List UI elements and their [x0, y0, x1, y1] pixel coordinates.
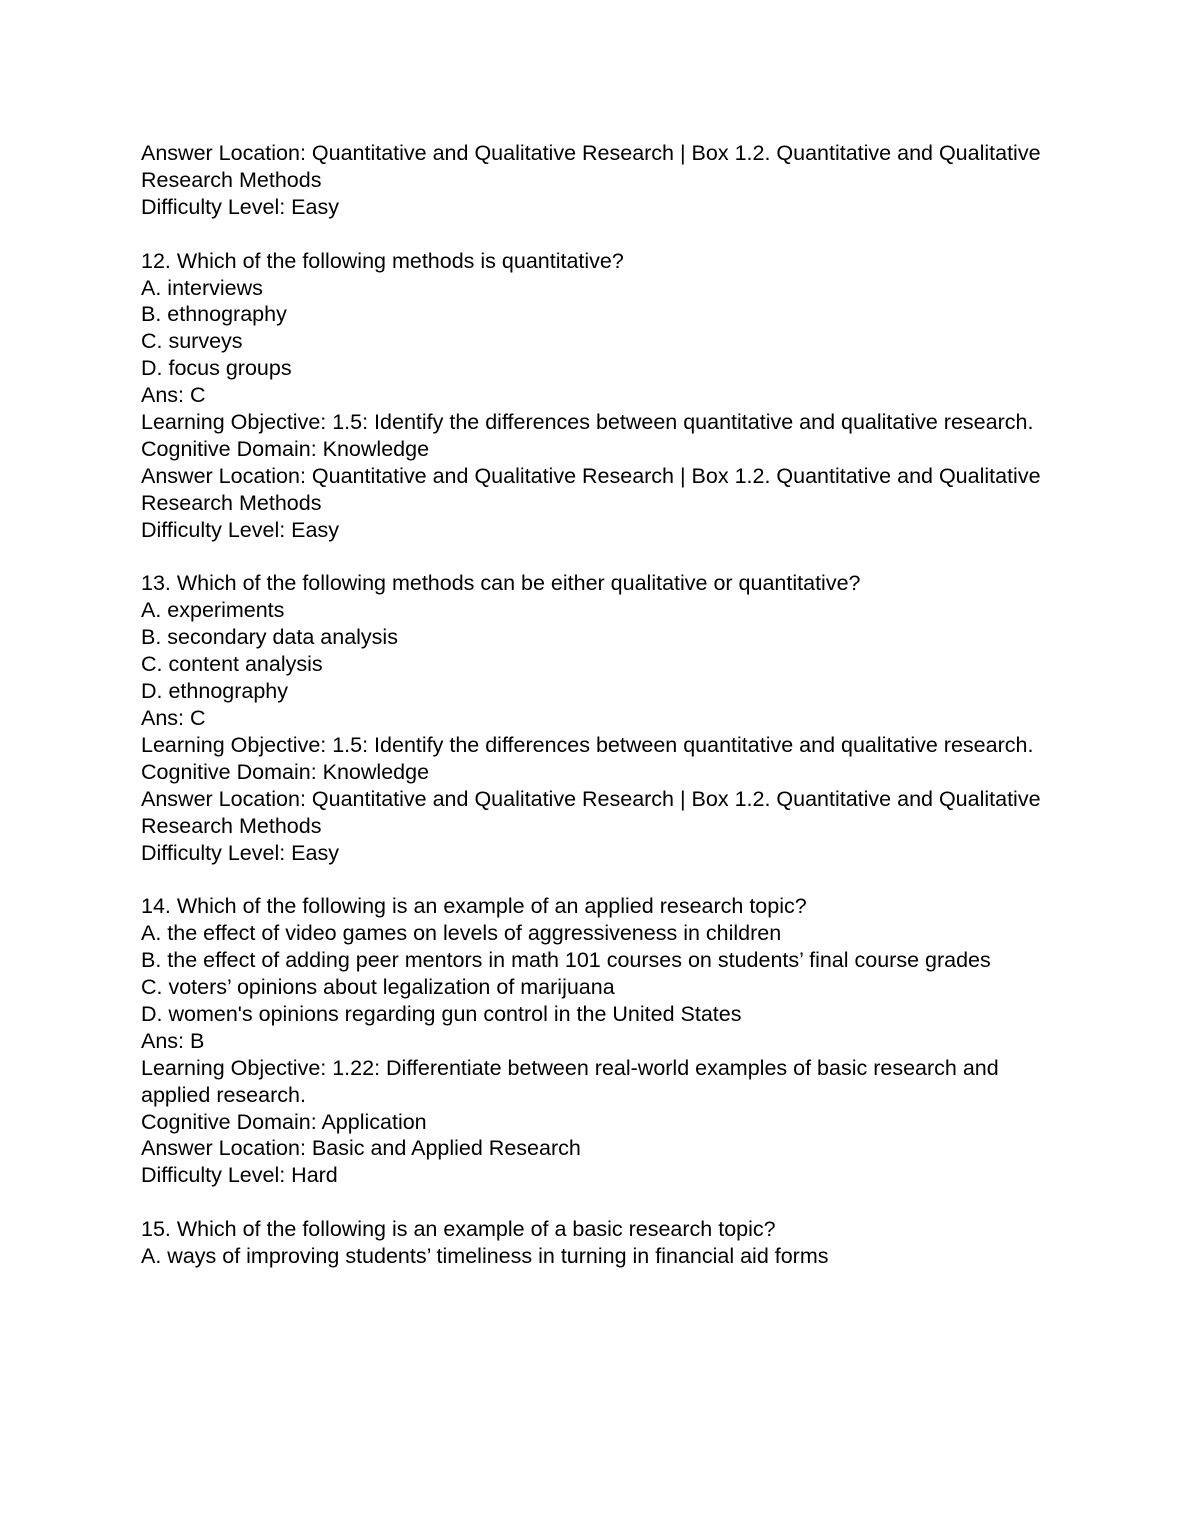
question-12: [141, 248, 1041, 544]
question-text: 14. Which of the following is an example of an applied research topic?: [141, 894, 807, 919]
option-d: D. women's opinions regarding gun control in the United States: [141, 1001, 742, 1026]
answer-location: Answer Location: Quantitative and Qualitative Research | Box 1.2. Quantitative and Qualitative Research Methods: [141, 786, 1041, 838]
answer: Ans: B: [141, 1028, 205, 1053]
option-b: B. secondary data analysis: [141, 625, 398, 650]
question-text: 15. Which of the following is an example of a basic research topic?: [141, 1217, 776, 1242]
option-c: C. content analysis: [141, 652, 323, 677]
option-a: A. the effect of video games on levels of aggressiveness in children: [141, 921, 782, 946]
answer: Ans: C: [141, 383, 206, 408]
difficulty-level: Difficulty Level: Easy: [141, 517, 339, 542]
cognitive-domain: Cognitive Domain: Application: [141, 1109, 427, 1134]
option-b: B. the effect of adding peer mentors in math 101 courses on students’ final course grades: [141, 948, 991, 973]
question-13: [141, 570, 1041, 866]
option-d: D. ethnography: [141, 679, 289, 704]
difficulty-level: Difficulty Level: Easy: [141, 194, 339, 219]
option-a: A. experiments: [141, 598, 285, 623]
learning-objective: Learning Objective: 1.22: Differentiate between real-world examples of basic research and applied research.: [141, 1055, 999, 1107]
cognitive-domain: Cognitive Domain: Knowledge: [141, 436, 430, 461]
cognitive-domain: Cognitive Domain: Knowledge: [141, 759, 430, 784]
learning-objective: Learning Objective: 1.5: Identify the differences between quantitative and qualitative research.: [141, 732, 1034, 757]
option-a: A. ways of improving students’ timeliness in turning in financial aid forms: [141, 1244, 829, 1269]
learning-objective: Learning Objective: 1.5: Identify the differences between quantitative and qualitative research.: [141, 410, 1034, 435]
answer-location: Answer Location: Quantitative and Qualitative Research | Box 1.2. Quantitative and Qualitative Research Methods: [141, 141, 1041, 192]
option-c: C. voters’ opinions about legalization of marijuana: [141, 975, 615, 1000]
question-14: [141, 893, 1041, 1189]
option-d: D. focus groups: [141, 356, 292, 381]
question-text: 13. Which of the following methods can be either qualitative or quantitative?: [141, 571, 861, 596]
question-text: 12. Which of the following methods is quantitative?: [141, 248, 624, 273]
option-b: B. ethnography: [141, 302, 287, 327]
question-15: [141, 1216, 1041, 1270]
difficulty-level: Difficulty Level: Easy: [141, 840, 339, 865]
intro-block: [141, 140, 1041, 221]
option-a: A. interviews: [141, 275, 263, 300]
document-page: [141, 140, 1041, 1270]
difficulty-level: Difficulty Level: Hard: [141, 1163, 338, 1188]
answer: Ans: C: [141, 706, 206, 730]
option-c: C. surveys: [141, 329, 243, 354]
answer-location: Answer Location: Basic and Applied Research: [141, 1136, 581, 1161]
answer-location: Answer Location: Quantitative and Qualitative Research | Box 1.2. Quantitative and Qualitative Research Methods: [141, 463, 1041, 515]
